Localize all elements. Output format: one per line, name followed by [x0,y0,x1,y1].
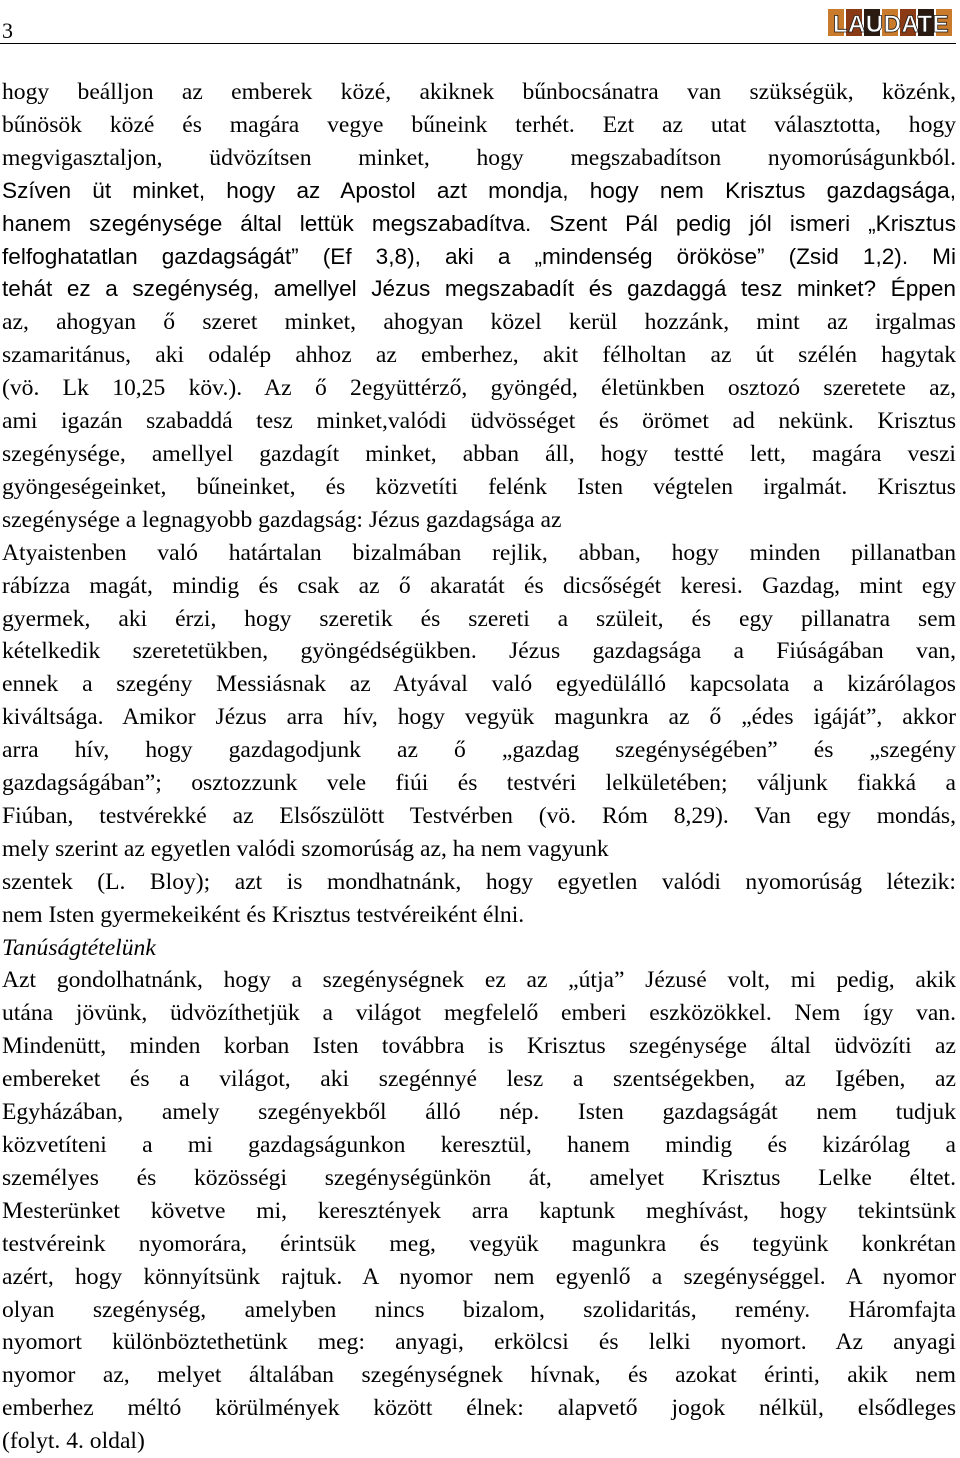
text-line: szegénysége a legnagyobb gazdagság: Jézus gazdagsága az [2,506,562,533]
text-line: rábízza magát, mindig és csak az ő akaratát és dicsőségét keresi. Gazdag, mint egy [2,572,956,599]
text-line: ami igazán szabaddá tesz minket,valódi üdvösséget és örömet ad nekünk. Krisztus [2,408,956,435]
text-line: utána jövünk, üdvözíthetjük a világot megfelelő emberi eszközökkel. Nem így van. [2,1000,956,1027]
text-line: Azt gondolhatnánk, hogy a szegénységnek ez az „útja” Jézusé volt, mi pedig, akik [2,967,956,994]
text-line: Szíven üt minket, hogy az Apostol azt mondja, hogy nem Krisztus gazdagsága, [2,177,956,203]
text-line: (vö. Lk 10,25 köv.). Az ő 2együttérző, gyöngéd, életünkben osztozó szeretete az, [2,375,956,402]
text-line: hanem szegénysége által lettük megszabadítva. Szent Pál pedig jól ismeri „Krisztus [2,210,956,236]
text-line: Atyaistenben való határtalan bizalmában rejlik, abban, hogy minden pillanatban [2,539,956,566]
text-line: olyan szegénység, amelyben nincs bizalom, szolidaritás, remény. Háromfajta [2,1296,956,1323]
paragraph-2 [2,964,956,1458]
text-line: bűnösök közé és magára vegye bűneink terhét. Ezt az utat választotta, hogy [2,111,956,138]
svg-text:LAUDATE: LAUDATE [832,11,950,38]
text-line: gazdagságában”; osztozzunk vele fiúi és testvéri lelkületében; váljunk fiakká a [2,770,956,797]
text-line: szegénysége, amellyel gazdagít minket, abban áll, hogy testté lett, magára veszi [2,440,956,467]
text-line: személyes és közösségi szegénységünkön át, amelyet Krisztus Lelke éltet. [2,1164,956,1191]
text-line: Egyházában, amely szegényekből álló nép. Isten gazdagságát nem tudjuk [2,1099,956,1126]
article-body [2,76,956,1458]
text-line: gyöngeségeinket, bűneinket, és közvetíti felénk Isten végtelen irgalmát. Krisztus [2,473,956,500]
text-line: felfoghatatlan gazdagságát” (Ef 3,8), aki a „mindenség örököse” (Zsid 1,2). Mi [2,243,956,269]
text-line: hogy beálljon az emberek közé, akiknek bűnbocsánatra van szükségük, közénk, [2,79,956,105]
page-header [0,0,960,48]
text-line: Mindenütt, minden korban Isten továbbra is Krisztus szegénysége által üdvözíti az [2,1033,956,1060]
header-rule [0,43,956,44]
text-line: azért, hogy könnyítsünk rajtuk. A nyomor nem egyenlő a szegénységgel. A nyomor [2,1263,956,1290]
text-line: tehát ez a szegénység, amellyel Jézus megszabadít és gazdaggá tesz minket? Éppen [2,276,956,302]
text-line: szamaritánus, aki odalép ahhoz az emberhez, akit félholtan az út szélén hagytak [2,342,956,369]
text-line: az, ahogyan ő szeret minket, ahogyan közel kerül hozzánk, mint az irgalmas [2,309,956,336]
text-line: ennek a szegény Messiásnak az Atyával való egyedülálló kapcsolata a kizárólagos [2,671,956,698]
section-heading: Tanúságtételünk [2,934,156,961]
text-line: arra hív, hogy gazdagodjunk az ő „gazdag szegénységében” és „szegény [2,737,956,764]
text-line: Mesterünket követve mi, keresztények arra kaptunk meghívást, hogy tekintsünk [2,1197,956,1224]
paragraph-1 [2,76,956,932]
text-line: nyomor az, melyet általában szegénységnek hívnak, és azokat érinti, akik nem [2,1362,956,1389]
text-line: közvetíteni a mi gazdagságunkon keresztül, hanem mindig és kizárólag a [2,1132,956,1158]
text-line: megvigasztaljon, üdvözítsen minket, hogy megszabadítson nyomorúságunkból. [2,144,956,171]
text-line: nyomort különböztethetünk meg: anyagi, erkölcsi és lelki nyomort. Az anyagi [2,1329,956,1356]
text-line: mely szerint az egyetlen valódi szomorúság az, ha nem vagyunk [2,835,609,862]
text-line: gyermek, aki érzi, hogy szeretik és szereti a szüleit, és egy pillanatra sem [2,605,956,632]
continuation-note: (folyt. 4. oldal) [2,1428,145,1455]
text-line: testvéreink nyomorára, érintsük meg, vegyük magunkra és tegyünk konkrétan [2,1230,956,1257]
text-line: szentek (L. Bloy); azt is mondhatnánk, hogy egyetlen valódi nyomorúság létezik: [2,868,956,895]
text-line: emberhez méltó körülmények között élnek: alapvető jogok nélkül, elsődleges [2,1395,956,1422]
laudate-logo [828,6,954,39]
page-number: 3 [2,18,13,43]
text-line: kételkedik szeretetükben, gyöngédségükben. Jézus gazdagsága a Fiúságában van, [2,638,956,665]
text-line: Fiúban, testvérekké az Elsőszülött Testvérben (vö. Róm 8,29). Van egy mondás, [2,802,956,829]
text-line: kiváltsága. Amikor Jézus arra hív, hogy vegyük magunkra az ő „édes igáját”, akkor [2,704,956,731]
text-line: embereket és a világot, aki szegénnyé lesz a szentségekben, az Igében, az [2,1066,956,1093]
text-line: nem Isten gyermekeiként és Krisztus testvéreiként élni. [2,901,525,928]
